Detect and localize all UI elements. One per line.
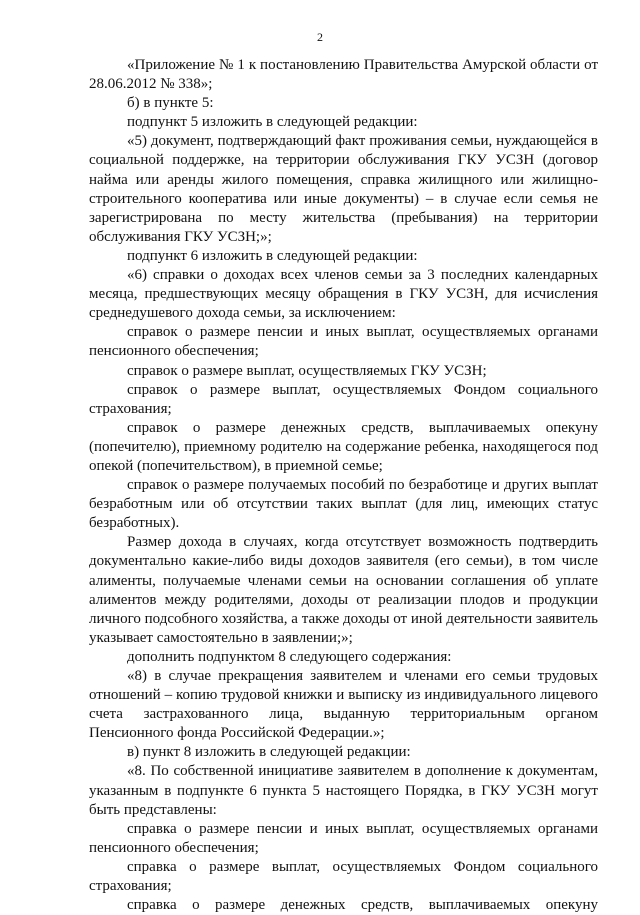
page-number: 2 [317,30,323,44]
paragraph-income-size: Размер дохода в случаях, когда отсутствует возможность подтвердить документально какие-либо виды доходов заявителя (его семьи), в том числе алименты, получаемые членами семьи на основании соглашения об уплате алиментов между родителями, доходы от реализации плодов и продукции личного подсобного хозяйства, а также доходы от иной деятельности заявитель указывает самостоятельно в заявлении;»; [89,534,598,646]
paragraph-add-subitem-8-heading: дополнить подпунктом 8 следующего содержания: [127,648,452,665]
paragraph-subitem-6-text: «6) справки о доходах всех членов семьи за 3 последних календарных месяца, предшествующих месяцу обращения в ГКУ УСЗН, для исчисления среднедушевого дохода семьи, за исключением: [89,267,598,322]
paragraph-subitem-5-text: «5) документ, подтверждающий факт проживания семьи, нуждающейся в социальной поддержке, на территории обслуживания ГКУ УСЗН (договор найма или аренды жилого помещения, справка жилищного или жилищно-строительного кооператива или иные документы) – в случае если семья не зарегистрирована по месту жительства (пребывания) на территории обслуживания ГКУ УСЗН;»; [89,133,598,245]
paragraph-certificate-pension: справка о размере пенсии и иных выплат, осуществляемых органами пенсионного обеспечения; [89,820,598,856]
paragraph-exception-social-insurance: справок о размере выплат, осуществляемых Фондом социального страхования; [89,381,598,417]
paragraph-exception-guardian: справок о размере денежных средств, выплачиваемых опекуну (попечителю), приемному родителю на содержание ребенка, находящегося под опекой (попечительством), в приемной семье; [89,419,598,474]
paragraph-certificate-guardian: справка о размере денежных средств, выплачиваемых опекуну [127,897,598,914]
paragraph-subitem-8-text: «8) в случае прекращения заявителем и членами его семьи трудовых отношений – копию трудовой книжки и выписку из индивидуального лицевого счета застрахованного лица, выданную территориальным органом Пенсионного фонда Российской Федерации.»; [89,668,598,742]
paragraph-item-b: б) в пункте 5: [127,95,214,112]
paragraph-exception-uszn: справок о размере выплат, осуществляемых ГКУ УСЗН; [127,362,487,379]
paragraph-exception-pension: справок о размере пенсии и иных выплат, осуществляемых органами пенсионного обеспечения; [89,324,598,360]
paragraph-appendix-reference: «Приложение № 1 к постановлению Правительства Амурской области от 28.06.2012 № 338»; [89,57,598,93]
paragraph-subitem-5-heading: подпункт 5 изложить в следующей редакции: [127,114,418,131]
paragraph-certificate-social-insurance: справка о размере выплат, осуществляемых Фондом социального страхования; [89,858,598,895]
paragraph-item-v: в) пункт 8 изложить в следующей редакции: [127,744,411,761]
document-body [89,56,598,915]
paragraph-subitem-6-heading: подпункт 6 изложить в следующей редакции: [127,247,418,264]
paragraph-exception-unemployment: справок о размере получаемых пособий по безработице и других выплат безработным или об отсутствии таких выплат (для лиц, имеющих статус безработных). [89,477,598,532]
paragraph-item-8-text: «8. По собственной инициативе заявителем в дополнение к документам, указанным в подпункте 6 пункта 5 настоящего Порядка, в ГКУ УСЗН могут быть представлены: [89,763,598,818]
